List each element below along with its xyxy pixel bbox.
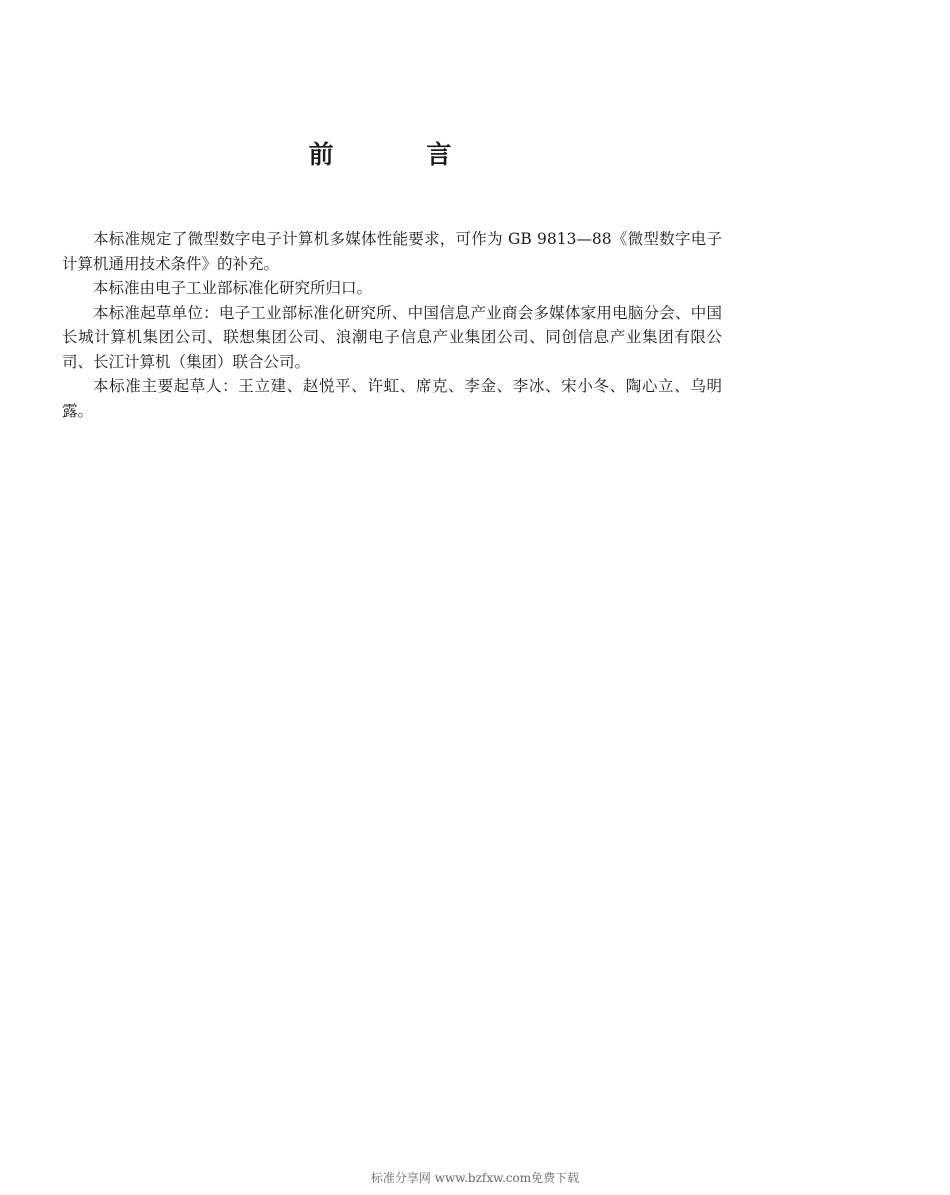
page-title: 前 言 (308, 140, 494, 169)
paragraph-scope: 本标准规定了微型数字电子计算机多媒体性能要求，可作为 GB 9813—88《微型数字电子计算机通用技术条件》的补充。 (62, 230, 722, 273)
paragraph-drafting-units: 本标准起草单位：电子工业部标准化研究所、中国信息产业商会多媒体家用电脑分会、中国长城计算机集团公司、联想集团公司、浪潮电子信息产业集团公司、同创信息产业集团有限公司、长江计算机（集团）联合公司。 (62, 303, 722, 371)
footer-watermark-text: 标准分享网 www.bzfxw.com免费下载 (370, 1171, 580, 1185)
paragraph-administration: 本标准由电子工业部标准化研究所归口。 (93, 279, 373, 297)
foreword-body (62, 227, 722, 423)
paragraph-drafters: 本标准主要起草人：王立建、赵悦平、许虹、席克、李金、李冰、宋小冬、陶心立、乌明露。 (62, 377, 722, 420)
